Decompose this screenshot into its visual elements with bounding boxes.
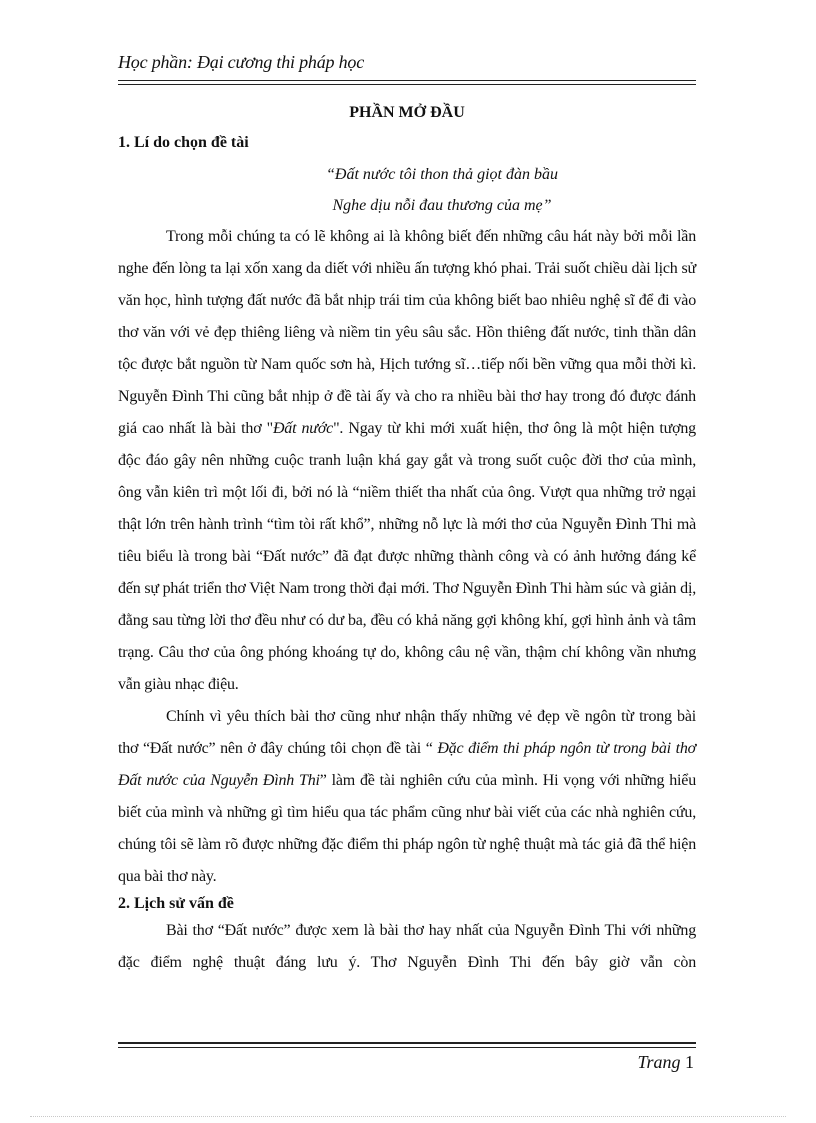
section-heading: 2. Lịch sử vấn đề [118, 895, 234, 912]
footer-rule [118, 1042, 696, 1044]
section-heading: 1. Lí do chọn đề tài [118, 134, 249, 151]
document-title: PHẦN MỞ ĐẦU [349, 104, 465, 121]
document-body [118, 100, 696, 979]
paragraph: Bài thơ “Đất nước” được xem là bài thơ hay nhất của Nguyễn Đình Thi với những đặc điểm nghệ thuật đáng lưu ý. Thơ Nguyễn Đình Thi đến bây giờ vẫn còn [118, 922, 696, 971]
paragraph-text: Chính vì yêu thích bài thơ cũng như nhận thấy những vẻ đẹp về ngôn từ trong bài thơ “Đất nước” nên ở đây chúng tôi chọn đề tài “ [118, 708, 696, 757]
page-number [637, 1052, 694, 1073]
poem-quote [118, 159, 696, 221]
page-header-course: Học phần: Đại cương thi pháp học [118, 52, 364, 72]
paragraph-text: ” làm đề tài nghiên cứu của mình. Hi vọng với những hiểu biết của mình và những gì tìm hiểu qua tác phẩm cũng như bài viết của các nhà nghiên cứu, chúng tôi sẽ làm rõ được những đặc điểm thi pháp ngôn từ nghệ thuật mà tác giả đã thể hiện qua bài thơ này. [118, 772, 697, 885]
paragraph-text: Trong mỗi chúng ta có lẽ không ai là không biết đến những câu hát này bởi mỗi lần nghe đến lòng ta lại xốn xang da diết với nhiều ấn tượng khó phai. Trải suốt chiều dài lịch sử văn học, hình tượng đất nước đã bắt nhịp trái tim của không biết bao nhiêu nghệ sĩ để đi vào thơ văn với vẻ đẹp thiêng liêng và niềm tin yêu sâu sắc. Hồn thiêng đất nước, tinh thần dân tộc được bắt nguồn từ Nam quốc sơn hà, Hịch tướng sĩ…tiếp nối bền vững qua mỗi thời kì. Nguyễn Đình Thi cũng bắt nhịp ở đề tài ấy và cho ra nhiều bài thơ hay trong đó được đánh giá cao nhất là bài thơ " [118, 228, 696, 437]
header-rule [118, 80, 696, 81]
poem-line: “Đất nước tôi thon thả giọt đàn bầu [326, 166, 558, 183]
page-edge [30, 1116, 786, 1117]
page-number-value: 1 [685, 1052, 694, 1072]
emphasis-text: Đặc điểm thi pháp ngôn từ trong bài thơ Đất nước của Nguyễn Đình Thi [118, 740, 696, 789]
paragraph-text: ". Ngay từ khi mới xuất hiện, thơ ông là một hiện tượng độc đáo gây nên những cuộc tranh luận khá gay gắt và trong suốt cuộc đời thơ của mình, ông vẫn kiên trì một lối đi, bởi nó là “niềm thiết tha nhất của ông. Vượt qua những trở ngại thật lớn trên hành trình “tìm tòi rất khổ”, những nỗ lực là mới thơ của Nguyễn Đình Thi mà tiêu biểu là trong bài “Đất nước” đã đạt được những thành công và có ảnh hưởng đáng kể đến sự phát triển thơ Việt Nam trong thời đại mới. Thơ Nguyễn Đình Thi hàm súc và giản dị, đằng sau từng lời thơ đều như có dư ba, đều có khả năng gợi không khí, gợi hình ảnh và tâm trạng. Câu thơ của ông phóng khoáng tự do, không câu nệ vần, thậm chí không vần nhưng vẫn giàu nhạc điệu. [118, 420, 696, 693]
header-rule-thin [118, 84, 696, 85]
poem-line: Nghe dịu nỗi đau thương của mẹ” [332, 197, 552, 214]
footer-rule-thin [118, 1047, 696, 1048]
page-label: Trang [637, 1052, 681, 1072]
paragraph [118, 221, 696, 701]
paragraph [118, 701, 696, 893]
emphasis-text: Đất nước [272, 420, 334, 437]
